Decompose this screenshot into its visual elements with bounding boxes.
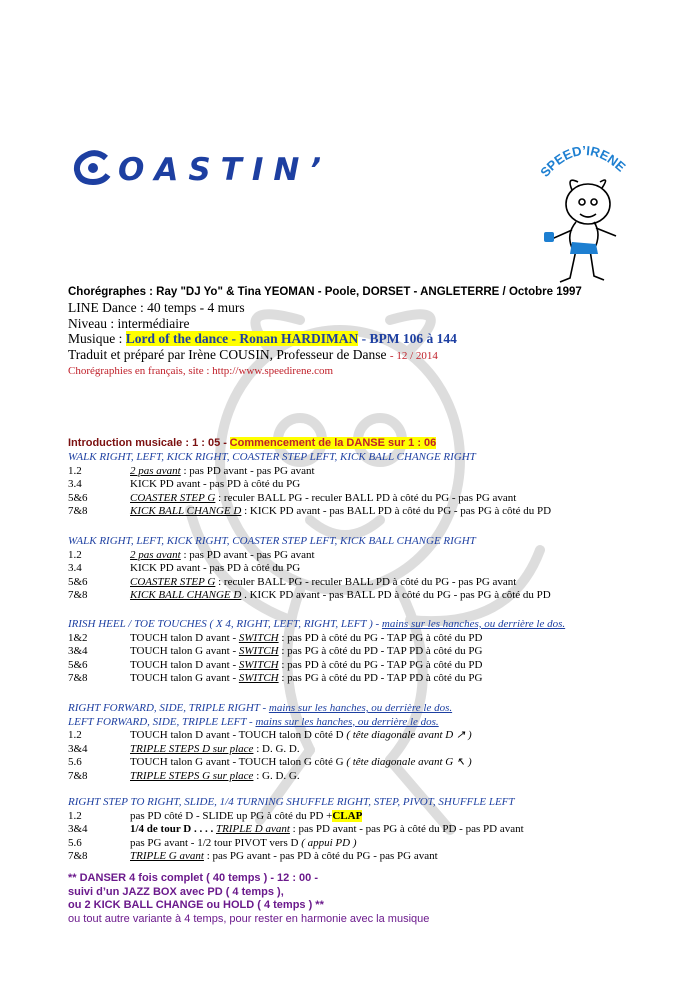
step-description (130, 756, 668, 770)
step-count: 1.2 (68, 809, 82, 822)
step-row (68, 743, 668, 757)
section-header (68, 451, 668, 465)
music-label: Musique : (68, 331, 123, 346)
dance-title-text: OASTIN’ (118, 152, 332, 188)
step-note: ( appui PD ) (298, 836, 357, 849)
step-row (68, 478, 668, 492)
step-count: 7&8 (68, 850, 88, 862)
step-count: 1.2 (68, 464, 82, 477)
intro-start: Commencement de la DANSE sur 1 : 06 (229, 437, 437, 449)
footer-line-4: ou tout autre variante à 4 temps, pour rester en harmonie avec la musique (68, 912, 430, 925)
step-detail: : reculer BALL PG - reculer BALL PD à côté du PG - pas PG avant (215, 575, 517, 588)
step-row (68, 492, 668, 506)
translator: Traduit et préparé par Irène COUSIN, Professeur de Danse (68, 346, 387, 362)
step-description (130, 549, 668, 563)
section-header-text: RIGHT STEP TO RIGHT, SLIDE, 1/4 TURNING SHUFFLE RIGHT, STEP, PIVOT, SHUFFLE LEFT (68, 796, 515, 808)
step-count: 5&6 (68, 658, 88, 671)
step-row (68, 465, 668, 479)
step-note: ( tête diagonale avant G ↖ ) (343, 756, 472, 768)
step-count: 3.4 (68, 478, 82, 490)
step-name: SWITCH (238, 658, 279, 671)
step-row (68, 505, 668, 519)
step-description (130, 478, 668, 492)
step-description (130, 823, 668, 837)
step-clap: CLAP (332, 809, 363, 822)
step-detail: : G. D. G. (253, 769, 300, 782)
section-header-note: mains sur les hanches, ou derrière le dos. (255, 715, 439, 728)
step-name: COASTER STEP G (130, 575, 216, 588)
music-info (68, 331, 668, 347)
coaster-c-icon (72, 150, 114, 186)
step-row (68, 659, 668, 673)
section-header-text: LEFT FORWARD, SIDE, TRIPLE LEFT - (68, 715, 256, 728)
step-detail: : pas PD avant - pas PG avant (180, 464, 315, 477)
step-row (68, 810, 668, 824)
step-description (130, 659, 668, 673)
step-count: 3&4 (68, 742, 88, 755)
step-description (130, 632, 668, 646)
step-name: TRIPLE G avant (130, 850, 204, 862)
intro-prefix: Introduction musicale : 1 : 05 - (68, 437, 227, 449)
step-row (68, 549, 668, 563)
step-row (68, 562, 668, 576)
step-count: 5.6 (68, 836, 82, 849)
step-detail: KICK PD avant - pas PD à côté du PG (130, 562, 301, 574)
step-description (130, 743, 668, 757)
step-description (130, 465, 668, 479)
step-name: 2 pas avant (130, 548, 181, 561)
section-header-note: mains sur les hanches, ou derrière le dos. (381, 618, 566, 630)
step-row (68, 589, 668, 603)
step-description (130, 770, 668, 784)
step-detail: : pas PD à côté du PG - TAP PG à côté du PD (278, 631, 483, 644)
step-row (68, 645, 668, 659)
step-row (68, 837, 668, 851)
footer-line-2: suivi d’un JAZZ BOX avec PD ( 4 temps ), (68, 885, 284, 898)
step-section (68, 535, 668, 603)
step-count: 3&4 (68, 823, 88, 835)
step-description (130, 810, 668, 824)
step-name: COASTER STEP G (130, 491, 216, 504)
step-name: KICK BALL CHANGE D (130, 505, 242, 517)
step-prefix: TOUCH talon G avant - (130, 645, 239, 657)
step-description (130, 576, 668, 590)
svg-text:SPEED’IRENE: SPEED’IRENE (537, 142, 629, 180)
section-header (68, 535, 668, 549)
step-description (130, 589, 668, 603)
step-count: 7&8 (68, 769, 88, 782)
step-name: KICK BALL CHANGE D (130, 589, 242, 601)
step-detail: : pas PD avant - pas PG à côté du PD - pas PD avant (289, 823, 524, 835)
step-count: 7&8 (68, 672, 88, 684)
section-header (68, 702, 668, 716)
step-description (130, 729, 668, 743)
step-description (130, 837, 668, 851)
step-row (68, 632, 668, 646)
section-header-text: IRISH HEEL / TOE TOUCHES ( X 4, RIGHT, LEFT, RIGHT, LEFT ) - (68, 618, 382, 630)
step-description (130, 850, 668, 864)
music-title: Lord of the dance - Ronan HARDIMAN (125, 331, 359, 346)
step-detail: TOUCH talon G avant - TOUCH talon G côté G (130, 756, 344, 768)
step-detail: : pas PG à côté du PD - TAP PD à côté du PG (278, 645, 483, 657)
dance-header (68, 284, 668, 378)
section-header-text: RIGHT FORWARD, SIDE, TRIPLE RIGHT - (68, 702, 269, 714)
step-count: 5.6 (68, 756, 82, 768)
step-detail: : reculer BALL PG - reculer BALL PD à côté du PG - pas PG avant (215, 491, 517, 504)
step-name: TRIPLE STEPS G sur place (130, 769, 254, 782)
section-header (68, 716, 668, 730)
section-header-text: WALK RIGHT, LEFT, KICK RIGHT, COASTER STEP LEFT, KICK BALL CHANGE RIGHT (68, 451, 476, 463)
step-row (68, 823, 668, 837)
step-count: 7&8 (68, 505, 88, 517)
website-line[interactable]: Chorégraphies en français, site : http://www.speedirene.com (68, 365, 334, 377)
level-info: Niveau : intermédiaire (68, 315, 190, 331)
step-description (130, 562, 668, 576)
step-prefix: TOUCH talon D avant - (130, 631, 239, 644)
intro-line (68, 437, 668, 451)
step-description (130, 492, 668, 506)
footer-notes (68, 872, 668, 926)
step-description (130, 672, 668, 686)
footer-line-1: ** DANSER 4 fois complet ( 40 temps ) - 12 : 00 - (68, 872, 319, 884)
step-prefix: TOUCH talon D avant - (130, 658, 239, 671)
step-section (68, 702, 668, 783)
step-detail: . KICK PD avant - pas BALL PD à côté du PG - pas PG à côté du PD (241, 589, 551, 601)
step-detail: pas PG avant - 1/2 tour PIVOT vers D (130, 836, 299, 849)
step-detail: KICK PD avant - pas PD à côté du PG (130, 478, 301, 490)
step-turn: 1/4 de tour D . . . . (130, 823, 216, 835)
speedirene-logo (536, 138, 632, 290)
step-detail: TOUCH talon D avant - TOUCH talon D côté D (130, 729, 344, 741)
step-detail: : pas PD avant - pas PG avant (180, 548, 315, 561)
step-description (130, 505, 668, 519)
step-count: 7&8 (68, 589, 88, 601)
choreographers: Chorégraphes : Ray "DJ Yo" & Tina YEOMAN - Poole, DORSET - ANGLETERRE / Octobre 1997 (68, 286, 582, 298)
step-row (68, 576, 668, 590)
step-count: 3.4 (68, 562, 82, 574)
music-bpm: - BPM 106 à 144 (361, 331, 457, 346)
step-detail: : pas PD à côté du PG - TAP PG à côté du PD (278, 658, 483, 671)
step-row (68, 850, 668, 864)
step-prefix: TOUCH talon G avant - (130, 672, 239, 684)
translation-info (68, 347, 668, 365)
section-header (68, 796, 668, 810)
step-detail: pas PD côté D - SLIDE up PG à côté du PD + (130, 809, 333, 822)
step-row (68, 729, 668, 743)
step-count: 1.2 (68, 729, 82, 741)
step-name: SWITCH (238, 645, 279, 657)
step-count: 1.2 (68, 548, 82, 561)
step-name: SWITCH (238, 672, 279, 684)
step-section (68, 451, 668, 519)
step-detail: : pas PG à côté du PD - TAP PD à côté du PG (278, 672, 483, 684)
step-row (68, 672, 668, 686)
step-description (130, 645, 668, 659)
step-row (68, 770, 668, 784)
step-detail: : D. G. D. (253, 742, 300, 755)
footer-line-3: ou 2 KICK BALL CHANGE ou HOLD ( 4 temps ) ** (68, 899, 324, 911)
section-header-text: WALK RIGHT, LEFT, KICK RIGHT, COASTER STEP LEFT, KICK BALL CHANGE RIGHT (68, 535, 476, 547)
step-detail: : KICK PD avant - pas BALL PD à côté du PG - pas PG à côté du PD (241, 505, 552, 517)
dance-title (72, 150, 331, 188)
step-count: 5&6 (68, 491, 88, 504)
step-section (68, 618, 668, 686)
step-name: 2 pas avant (130, 464, 181, 477)
step-row (68, 756, 668, 770)
translation-date: - 12 / 2014 (389, 349, 438, 362)
section-header-note: mains sur les hanches, ou derrière le dos. (268, 702, 453, 714)
step-name: SWITCH (238, 631, 279, 644)
step-count: 5&6 (68, 575, 88, 588)
step-name: TRIPLE STEPS D sur place (130, 742, 254, 755)
step-note: ( tête diagonale avant D ↗ ) (343, 729, 472, 741)
step-section (68, 796, 668, 864)
line-dance-info: LINE Dance : 40 temps - 4 murs (68, 300, 245, 315)
step-count: 1&2 (68, 631, 88, 644)
step-name: TRIPLE D avant (215, 823, 290, 835)
step-count: 3&4 (68, 645, 88, 657)
step-detail: : pas PG avant - pas PD à côté du PG - pas PG avant (203, 850, 438, 862)
section-header (68, 618, 668, 632)
